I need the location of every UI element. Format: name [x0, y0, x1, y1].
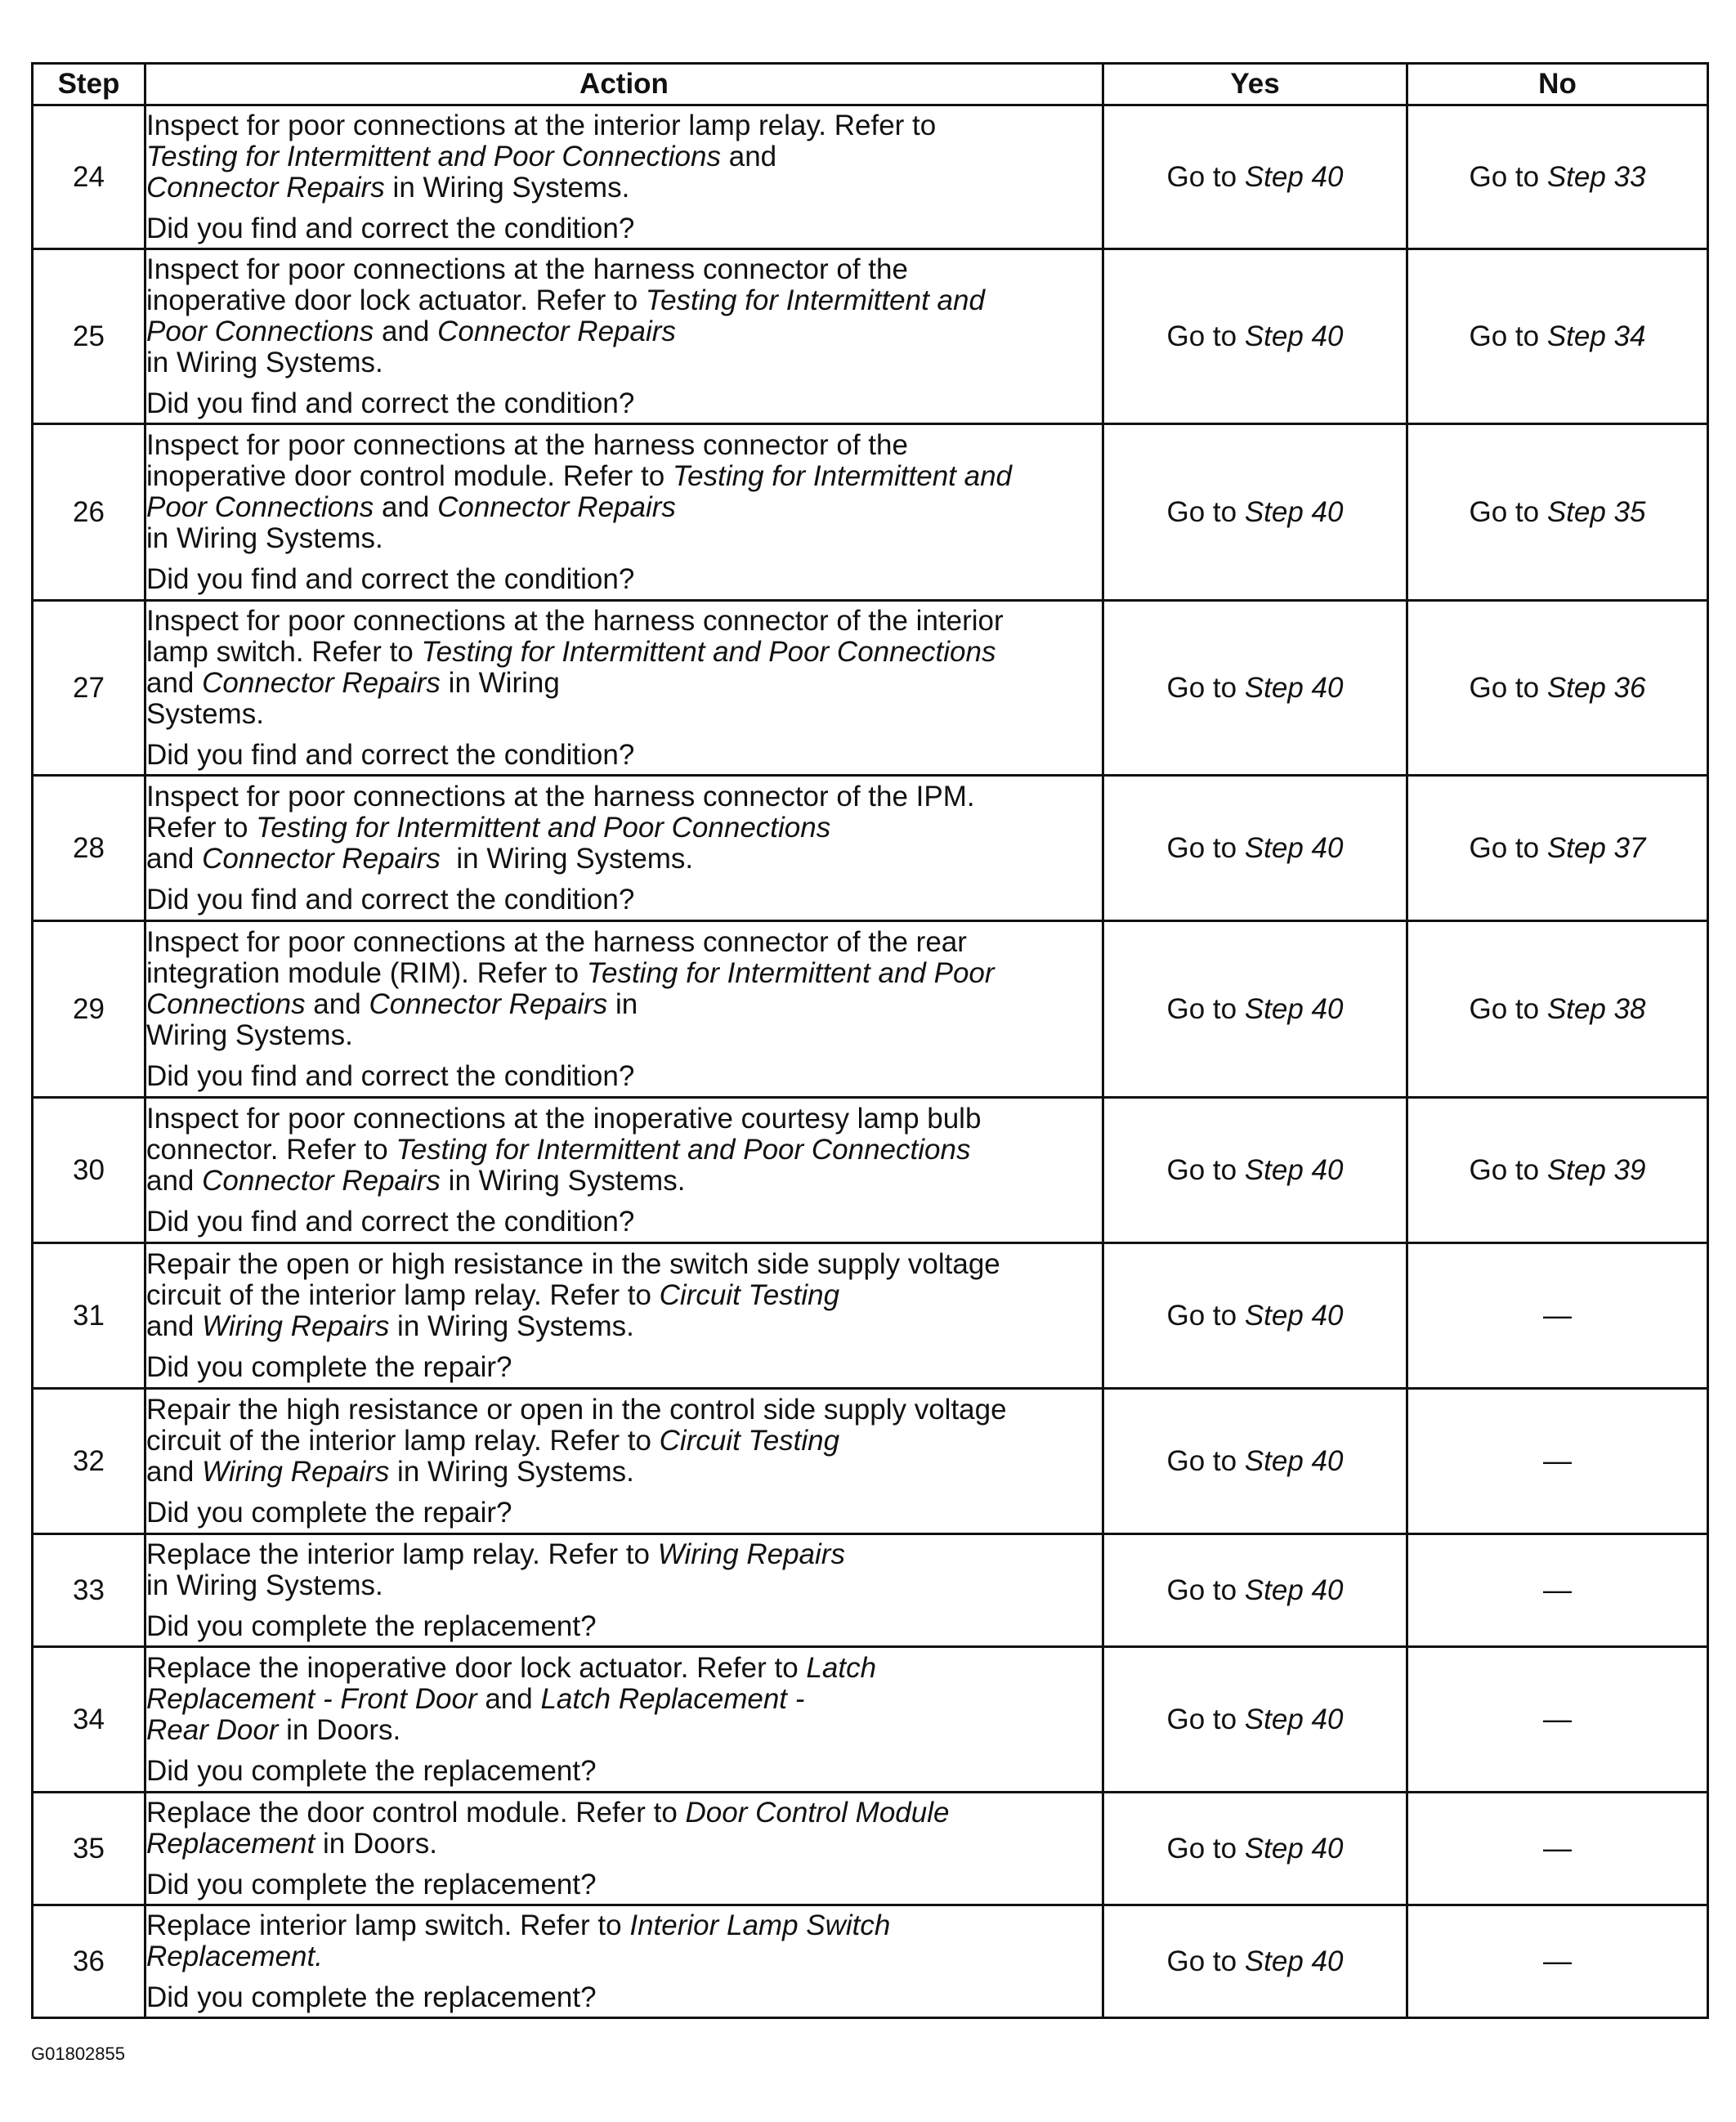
action-line — [146, 1166, 1102, 1197]
action-line — [146, 523, 1102, 554]
action-text — [146, 1104, 1102, 1197]
action-question: Did you find and correct the condition? — [146, 1205, 635, 1238]
action-line — [146, 141, 1102, 172]
reference-text: Interior Lamp Switch — [629, 1909, 891, 1941]
instruction-text: Inspect for poor connections at the interior lamp relay. Refer to — [146, 109, 937, 141]
action-line — [146, 637, 1102, 668]
not-applicable-dash: — — [1543, 1299, 1572, 1332]
reference-text: Latch — [806, 1651, 877, 1684]
instruction-text: Inspect for poor connections at the harness connector of the interior — [146, 604, 1004, 637]
action-question: Did you find and correct the condition? — [146, 1059, 635, 1092]
goto-step-link: Step 38 — [1546, 992, 1646, 1025]
table-row — [33, 1534, 1708, 1647]
header-no: No — [1407, 64, 1708, 105]
action-line — [146, 316, 1102, 347]
reference-text: Poor Connections — [146, 490, 374, 523]
goto-label: Go to — [1166, 1444, 1245, 1477]
instruction-text: in Wiring Systems. — [146, 522, 383, 554]
action-cell — [145, 1534, 1103, 1647]
action-line — [146, 781, 1102, 813]
goto-step-link: Step 40 — [1244, 1444, 1344, 1477]
yes-cell — [1103, 249, 1407, 424]
no-cell — [1407, 1793, 1708, 1905]
action-text — [146, 1395, 1102, 1488]
reference-text: Circuit Testing — [659, 1278, 840, 1311]
goto-step-link: Step 33 — [1546, 160, 1646, 193]
action-question: Did you find and correct the condition? — [146, 883, 635, 916]
instruction-text: Replace the inoperative door lock actuator. Refer to — [146, 1651, 807, 1684]
no-cell — [1407, 1905, 1708, 2018]
reference-text: Connector Repairs — [146, 171, 385, 204]
action-cell — [145, 921, 1103, 1098]
action-line — [146, 606, 1102, 637]
step-number: 33 — [33, 1534, 145, 1647]
action-cell — [145, 1647, 1103, 1793]
step-number: 34 — [33, 1647, 145, 1793]
action-text — [146, 1910, 1102, 1972]
table-row — [33, 1793, 1708, 1905]
goto-label: Go to — [1166, 160, 1245, 193]
action-line — [146, 844, 1102, 875]
no-cell — [1407, 1647, 1708, 1793]
instruction-text: Replace the door control module. Refer to — [146, 1796, 686, 1829]
action-question: Did you find and correct the condition? — [146, 738, 635, 771]
instruction-text: and — [146, 1455, 203, 1488]
action-line — [146, 1797, 1102, 1829]
action-text — [146, 1653, 1102, 1746]
action-line — [146, 927, 1102, 958]
reference-text: Wiring Repairs — [657, 1538, 845, 1570]
instruction-text: in Wiring — [440, 666, 560, 699]
goto-label: Go to — [1469, 495, 1547, 528]
goto-step-link: Step 40 — [1244, 831, 1344, 864]
instruction-text: in Wiring Systems. — [146, 346, 383, 378]
goto-step-link: Step 35 — [1546, 495, 1646, 528]
instruction-text: Inspect for poor connections at the harness connector of the — [146, 428, 908, 461]
action-line — [146, 1280, 1102, 1311]
instruction-text: Systems. — [146, 697, 264, 730]
action-question: Did you find and correct the condition? — [146, 562, 635, 595]
action-line — [146, 1395, 1102, 1426]
action-cell — [145, 1098, 1103, 1243]
table-row — [33, 776, 1708, 921]
reference-text: Connector Repairs — [202, 842, 441, 875]
yes-cell — [1103, 776, 1407, 921]
action-line — [146, 461, 1102, 492]
instruction-text: and — [146, 842, 203, 875]
table-row — [33, 1243, 1708, 1389]
action-cell — [145, 1905, 1103, 2018]
no-cell — [1407, 424, 1708, 601]
instruction-text: in Doors. — [315, 1827, 438, 1860]
instruction-text: Repair the open or high resistance in the switch side supply voltage — [146, 1247, 1000, 1280]
action-line — [146, 958, 1102, 989]
yes-cell — [1103, 1647, 1407, 1793]
goto-label: Go to — [1166, 831, 1245, 864]
instruction-text: in Wiring Systems. — [440, 1164, 686, 1197]
action-line — [146, 1104, 1102, 1135]
instruction-text: and — [146, 1164, 203, 1197]
reference-text: Testing for Intermittent and — [672, 459, 1013, 492]
action-text — [146, 110, 1102, 204]
goto-step-link: Step 37 — [1546, 831, 1646, 864]
step-number: 36 — [33, 1905, 145, 2018]
action-text — [146, 1249, 1102, 1342]
yes-cell — [1103, 1389, 1407, 1534]
goto-step-link: Step 40 — [1244, 1832, 1344, 1865]
goto-label: Go to — [1166, 1153, 1245, 1186]
table-row — [33, 1647, 1708, 1793]
goto-step-link: Step 40 — [1244, 1703, 1344, 1735]
instruction-text: in Doors. — [278, 1713, 401, 1746]
action-text — [146, 927, 1102, 1051]
table-row — [33, 105, 1708, 249]
not-applicable-dash: — — [1543, 1945, 1572, 1977]
action-question: Did you complete the replacement? — [146, 1754, 597, 1787]
step-number: 27 — [33, 601, 145, 776]
action-question: Did you complete the replacement? — [146, 1868, 597, 1900]
goto-step-link: Step 40 — [1244, 1945, 1344, 1977]
header-yes: Yes — [1103, 64, 1407, 105]
action-line — [146, 989, 1102, 1020]
goto-label: Go to — [1469, 671, 1547, 704]
header-step: Step — [33, 64, 145, 105]
action-question: Did you complete the repair? — [146, 1350, 512, 1383]
instruction-text: inoperative door control module. Refer to — [146, 459, 673, 492]
reference-text: Circuit Testing — [659, 1424, 840, 1457]
table-row — [33, 1905, 1708, 2018]
action-line — [146, 430, 1102, 461]
table-row — [33, 1098, 1708, 1243]
goto-label: Go to — [1469, 160, 1547, 193]
yes-cell — [1103, 1098, 1407, 1243]
goto-label: Go to — [1166, 1574, 1245, 1606]
goto-label: Go to — [1166, 1703, 1245, 1735]
goto-step-link: Step 40 — [1244, 1153, 1344, 1186]
goto-label: Go to — [1166, 1832, 1245, 1865]
action-line — [146, 1910, 1102, 1941]
action-question: Did you find and correct the condition? — [146, 387, 635, 419]
instruction-text: Wiring Systems. — [146, 1018, 353, 1051]
instruction-text: and — [146, 1309, 203, 1342]
goto-label: Go to — [1166, 1945, 1245, 1977]
action-text — [146, 430, 1102, 554]
step-number: 28 — [33, 776, 145, 921]
action-line — [146, 1457, 1102, 1488]
goto-step-link: Step 40 — [1244, 495, 1344, 528]
goto-step-link: Step 40 — [1244, 1299, 1344, 1332]
action-line — [146, 1135, 1102, 1166]
header-row — [33, 64, 1708, 105]
action-line — [146, 285, 1102, 316]
no-cell — [1407, 601, 1708, 776]
goto-step-link: Step 36 — [1546, 671, 1646, 704]
reference-text: Testing for Intermittent and Poor Connections — [256, 811, 831, 844]
action-cell — [145, 424, 1103, 601]
action-line — [146, 813, 1102, 844]
table-row — [33, 921, 1708, 1098]
instruction-text: in Wiring Systems. — [440, 842, 694, 875]
reference-text: Connector Repairs — [369, 987, 608, 1020]
reference-text: Connector Repairs — [202, 666, 441, 699]
instruction-text: Inspect for poor connections at the harness connector of the rear — [146, 925, 967, 958]
action-line — [146, 172, 1102, 204]
goto-label: Go to — [1469, 1153, 1547, 1186]
instruction-text: Inspect for poor connections at the inoperative courtesy lamp bulb — [146, 1102, 982, 1135]
reference-text: Latch Replacement - — [540, 1682, 805, 1715]
reference-text: Testing for Intermittent and Poor Connections — [421, 635, 996, 668]
action-text — [146, 1539, 1102, 1601]
yes-cell — [1103, 1243, 1407, 1389]
not-applicable-dash: — — [1543, 1574, 1572, 1606]
instruction-text: connector. Refer to — [146, 1133, 396, 1166]
goto-step-link: Step 39 — [1546, 1153, 1646, 1186]
figure-id: G01802855 — [31, 2044, 125, 2064]
instruction-text: in Wiring Systems. — [384, 171, 630, 204]
action-line — [146, 699, 1102, 730]
instruction-text: integration module (RIM). Refer to — [146, 956, 587, 989]
reference-text: Replacement. — [146, 1940, 323, 1972]
instruction-text: in — [607, 987, 638, 1020]
action-question: Did you complete the repair? — [146, 1496, 512, 1529]
action-line — [146, 1249, 1102, 1280]
goto-label: Go to — [1166, 1299, 1245, 1332]
action-line — [146, 1539, 1102, 1570]
header-action: Action — [145, 64, 1103, 105]
goto-label: Go to — [1166, 671, 1245, 704]
action-cell — [145, 249, 1103, 424]
instruction-text: and — [374, 315, 438, 347]
action-line — [146, 492, 1102, 523]
action-cell — [145, 1389, 1103, 1534]
goto-label: Go to — [1166, 992, 1245, 1025]
action-line — [146, 347, 1102, 378]
step-number: 32 — [33, 1389, 145, 1534]
instruction-text: Refer to — [146, 811, 257, 844]
action-cell — [145, 776, 1103, 921]
instruction-text: in Wiring Systems. — [389, 1455, 634, 1488]
step-number: 29 — [33, 921, 145, 1098]
goto-step-link: Step 40 — [1244, 671, 1344, 704]
no-cell — [1407, 1389, 1708, 1534]
reference-text: Testing for Intermittent and Poor Connections — [396, 1133, 971, 1166]
no-cell — [1407, 921, 1708, 1098]
table-row — [33, 1389, 1708, 1534]
step-number: 35 — [33, 1793, 145, 1905]
goto-label: Go to — [1166, 320, 1245, 352]
reference-text: Connector Repairs — [202, 1164, 441, 1197]
instruction-text: lamp switch. Refer to — [146, 635, 422, 668]
instruction-text: and — [477, 1682, 541, 1715]
action-cell — [145, 601, 1103, 776]
action-cell — [145, 105, 1103, 249]
no-cell — [1407, 1243, 1708, 1389]
reference-text: Connector Repairs — [437, 490, 676, 523]
instruction-text: and — [146, 666, 203, 699]
action-question: Did you find and correct the condition? — [146, 212, 635, 244]
goto-step-link: Step 40 — [1244, 1574, 1344, 1606]
action-line — [146, 668, 1102, 699]
instruction-text: circuit of the interior lamp relay. Refer to — [146, 1424, 660, 1457]
goto-step-link: Step 34 — [1546, 320, 1646, 352]
instruction-text: and — [305, 987, 369, 1020]
reference-text: Connections — [146, 987, 306, 1020]
yes-cell — [1103, 601, 1407, 776]
yes-cell — [1103, 1793, 1407, 1905]
goto-step-link: Step 40 — [1244, 160, 1344, 193]
yes-cell — [1103, 105, 1407, 249]
reference-text: Poor Connections — [146, 315, 374, 347]
instruction-text: and — [721, 140, 777, 172]
table-row — [33, 249, 1708, 424]
reference-text: Rear Door — [146, 1713, 279, 1746]
instruction-text: in Wiring Systems. — [389, 1309, 634, 1342]
goto-label: Go to — [1469, 831, 1547, 864]
action-text — [146, 1797, 1102, 1860]
reference-text: Testing for Intermittent and — [645, 284, 985, 316]
action-text — [146, 254, 1102, 378]
reference-text: Testing for Intermittent and Poor — [586, 956, 995, 989]
action-line — [146, 1829, 1102, 1860]
step-number: 24 — [33, 105, 145, 249]
action-line — [146, 254, 1102, 285]
reference-text: Replacement - Front Door — [146, 1682, 477, 1715]
yes-cell — [1103, 1534, 1407, 1647]
action-line — [146, 1684, 1102, 1715]
not-applicable-dash: — — [1543, 1444, 1572, 1477]
action-line — [146, 1653, 1102, 1684]
action-line — [146, 1426, 1102, 1457]
action-line — [146, 1941, 1102, 1972]
reference-text: Wiring Repairs — [202, 1309, 390, 1342]
action-question: Did you complete the replacement? — [146, 1609, 597, 1642]
instruction-text: Replace interior lamp switch. Refer to — [146, 1909, 630, 1941]
no-cell — [1407, 1534, 1708, 1647]
table-row — [33, 424, 1708, 601]
diagnostic-table — [31, 62, 1709, 2019]
action-line — [146, 1311, 1102, 1342]
action-line — [146, 110, 1102, 141]
instruction-text: Replace the interior lamp relay. Refer to — [146, 1538, 658, 1570]
reference-text: Connector Repairs — [437, 315, 676, 347]
step-number: 25 — [33, 249, 145, 424]
step-number: 31 — [33, 1243, 145, 1389]
step-number: 30 — [33, 1098, 145, 1243]
yes-cell — [1103, 1905, 1407, 2018]
reference-text: Door Control Module — [685, 1796, 950, 1829]
action-line — [146, 1020, 1102, 1051]
table-row — [33, 601, 1708, 776]
action-cell — [145, 1243, 1103, 1389]
yes-cell — [1103, 424, 1407, 601]
instruction-text: Repair the high resistance or open in the control side supply voltage — [146, 1393, 1007, 1426]
action-line — [146, 1570, 1102, 1601]
instruction-text: inoperative door lock actuator. Refer to — [146, 284, 646, 316]
no-cell — [1407, 249, 1708, 424]
instruction-text: Inspect for poor connections at the harness connector of the — [146, 253, 908, 285]
action-text — [146, 606, 1102, 730]
step-number: 26 — [33, 424, 145, 601]
instruction-text: circuit of the interior lamp relay. Refer to — [146, 1278, 660, 1311]
action-text — [146, 781, 1102, 875]
goto-step-link: Step 40 — [1244, 992, 1344, 1025]
action-question: Did you complete the replacement? — [146, 1981, 597, 2013]
goto-label: Go to — [1469, 320, 1547, 352]
goto-step-link: Step 40 — [1244, 320, 1344, 352]
instruction-text: in Wiring Systems. — [146, 1569, 383, 1601]
reference-text: Wiring Repairs — [202, 1455, 390, 1488]
goto-label: Go to — [1469, 992, 1547, 1025]
no-cell — [1407, 1098, 1708, 1243]
reference-text: Replacement — [146, 1827, 315, 1860]
no-cell — [1407, 105, 1708, 249]
reference-text: Testing for Intermittent and Poor Connections — [146, 140, 721, 172]
action-line — [146, 1715, 1102, 1746]
instruction-text: and — [374, 490, 438, 523]
not-applicable-dash: — — [1543, 1832, 1572, 1865]
goto-label: Go to — [1166, 495, 1245, 528]
not-applicable-dash: — — [1543, 1703, 1572, 1735]
no-cell — [1407, 776, 1708, 921]
action-cell — [145, 1793, 1103, 1905]
instruction-text: Inspect for poor connections at the harness connector of the IPM. — [146, 780, 975, 813]
yes-cell — [1103, 921, 1407, 1098]
